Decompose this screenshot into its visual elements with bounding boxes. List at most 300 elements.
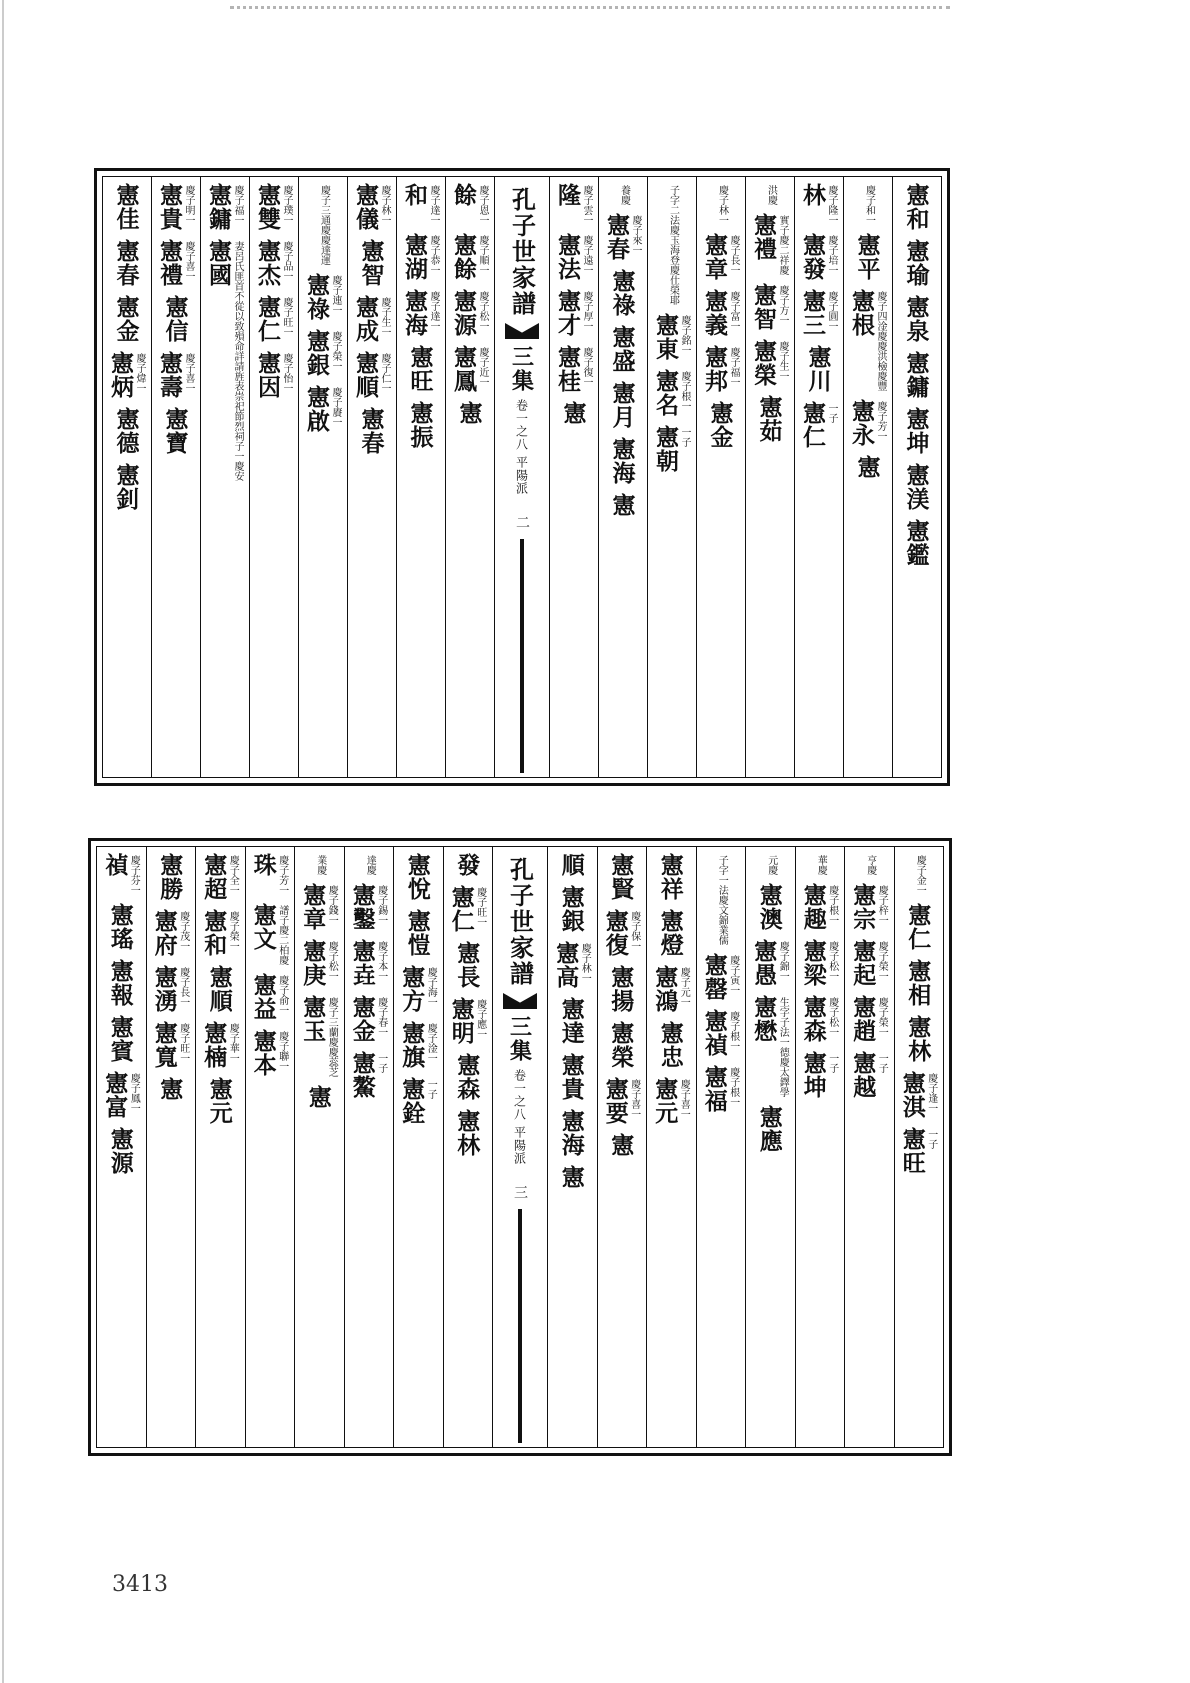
person-name: 憲林 xyxy=(904,1015,932,1063)
genealogy-entry xyxy=(447,997,486,1045)
person-name: 憲國 xyxy=(205,239,232,287)
person-name: 憲澳 xyxy=(755,883,783,931)
person-note: 慶子逢一 xyxy=(925,1073,937,1113)
person-name: 憲源 xyxy=(106,1127,134,1175)
person-name: 憲元 xyxy=(651,1077,679,1125)
genealogy-entry xyxy=(851,939,887,987)
genealogy-entry xyxy=(851,1051,887,1099)
person-note: 慶子福一 xyxy=(728,347,739,387)
person-name: 憲根 xyxy=(848,289,875,337)
person-note: 慶子寅一 xyxy=(727,955,739,995)
genealogy-entry xyxy=(608,325,636,373)
genealogy-entry xyxy=(556,183,592,225)
center-rule xyxy=(520,539,524,773)
genealogy-entry xyxy=(207,183,243,231)
person-note: 慶子來一 xyxy=(630,215,641,255)
person-name: 憲啟 xyxy=(303,385,330,433)
person-note: 慶子淦一 xyxy=(425,1023,437,1063)
genealogy-entry xyxy=(305,385,341,433)
genealogy-entry xyxy=(609,965,634,1013)
person-name: 憲禮 xyxy=(156,239,183,287)
person-note: 業慶 xyxy=(314,855,326,875)
genealogy-entry xyxy=(906,903,931,951)
genealogy-entry xyxy=(850,399,886,447)
person-note: 慶子煒一 xyxy=(134,353,145,393)
genealogy-entry xyxy=(609,1133,634,1157)
person-note: 一子 xyxy=(826,1053,838,1073)
person-name: 憲宗 xyxy=(849,883,877,931)
genealogy-entry xyxy=(755,883,783,931)
fishtail-mark-icon xyxy=(505,323,539,339)
person-name: 順 xyxy=(557,853,585,877)
genealogy-entry xyxy=(249,1029,288,1077)
genealogy-entry xyxy=(703,345,739,393)
person-note: 慶子富一 xyxy=(728,291,739,331)
person-name: 憲壽 xyxy=(156,351,183,399)
genealogy-column xyxy=(445,177,494,777)
person-name: 憲禮 xyxy=(750,213,777,261)
genealogy-entry xyxy=(850,289,886,391)
person-name: 憲愷 xyxy=(403,909,431,957)
genealogy-entry xyxy=(906,1015,931,1063)
genealogy-column xyxy=(97,847,146,1447)
person-name: 憲川 xyxy=(804,345,832,393)
person-note: 慶子俞一 xyxy=(276,975,288,1015)
genealogy-entry xyxy=(106,1127,134,1175)
person-name: 憲祿 xyxy=(303,273,330,321)
person-name: 憲海 xyxy=(401,289,428,337)
person-note: 慶子圓一 xyxy=(826,291,837,331)
person-note: 慶子三通慶慶達運 xyxy=(318,185,330,265)
person-name: 憲林 xyxy=(453,1109,481,1157)
genealogy-entry xyxy=(601,909,640,957)
genealogy-entry xyxy=(764,183,777,205)
person-name: 憲益 xyxy=(249,973,277,1021)
person-name: 憲成 xyxy=(352,295,379,343)
genealogy-entry xyxy=(357,407,385,455)
person-name: 憲要 xyxy=(601,1077,629,1125)
person-name: 憲海 xyxy=(557,1109,585,1157)
genealogy-column xyxy=(195,847,245,1447)
genealogy-column xyxy=(393,847,443,1447)
person-note: 慶子芳一 xyxy=(875,401,886,441)
genealogy-entry xyxy=(452,289,488,337)
person-name: 憲森 xyxy=(799,995,827,1043)
genealogy-entry xyxy=(853,455,881,479)
genealogy-entry xyxy=(601,1077,640,1125)
person-name: 憲超 xyxy=(200,853,228,901)
genealogy-column xyxy=(646,847,696,1447)
genealogy-entry xyxy=(700,953,739,1001)
person-note: 慶子怡一 xyxy=(281,353,292,393)
scan-left-edge xyxy=(2,0,4,1683)
genealogy-column xyxy=(151,177,200,777)
genealogy-column xyxy=(396,177,445,777)
genealogy-entry xyxy=(862,183,875,225)
person-name: 和 xyxy=(401,183,428,207)
genealogy-entry xyxy=(556,289,592,337)
person-name: 憲 xyxy=(304,1085,332,1109)
person-name: 憲月 xyxy=(608,381,636,429)
person-name: 憲瑜 xyxy=(902,239,930,287)
person-name: 憲坤 xyxy=(902,407,930,455)
person-name: 憲源 xyxy=(450,289,477,337)
genealogy-entry xyxy=(106,1015,134,1063)
genealogy-entry xyxy=(403,233,439,281)
genealogy-entry xyxy=(106,959,134,1007)
genealogy-entry xyxy=(703,233,739,281)
person-note: 慶子根一 xyxy=(727,1067,739,1107)
person-name: 憲春 xyxy=(603,213,630,261)
person-note: 洪慶 xyxy=(765,185,777,205)
genealogy-entry xyxy=(112,407,140,455)
genealogy-column xyxy=(745,177,794,777)
person-name: 憲智 xyxy=(357,239,385,287)
person-note: 慶子近一 xyxy=(477,347,488,387)
person-name: 憲順 xyxy=(205,965,233,1013)
person-name: 憲章 xyxy=(299,883,327,931)
person-name: 憲順 xyxy=(352,351,379,399)
genealogy-entry xyxy=(804,345,832,393)
person-name: 憲振 xyxy=(406,401,434,449)
person-name: 憲淇 xyxy=(898,1071,926,1119)
person-name: 憲東 xyxy=(652,313,679,361)
leaf-number: 三 xyxy=(512,1184,528,1199)
person-note: 慶子芳一 xyxy=(276,855,288,895)
person-name: 憲賢 xyxy=(607,853,635,901)
person-name: 憲朝 xyxy=(652,425,679,473)
genealogy-column xyxy=(598,177,647,777)
genealogy-entry xyxy=(609,1021,634,1069)
fishtail-mark-icon xyxy=(503,993,537,1009)
person-note: 慶子喜一 xyxy=(183,353,194,393)
genealogy-entry xyxy=(653,1077,689,1125)
person-note: 一子 xyxy=(425,1079,437,1099)
person-note: 慶子松一 xyxy=(477,291,488,331)
genealogy-entry xyxy=(158,351,194,399)
genealogy-column xyxy=(696,177,745,777)
person-name: 憲佳 xyxy=(112,183,140,231)
genealogy-column xyxy=(298,177,347,777)
book-title-column xyxy=(494,177,549,777)
genealogy-entry xyxy=(103,853,139,895)
person-note: 慶子復一 xyxy=(581,347,592,387)
person-name: 憲和 xyxy=(200,909,228,957)
person-name: 憲富 xyxy=(101,1071,129,1119)
genealogy-entry xyxy=(813,853,826,875)
person-note: 一子 xyxy=(925,1129,937,1149)
person-note: 達慶 xyxy=(364,855,376,875)
person-note: 慶子元一 xyxy=(678,967,690,1007)
genealogy-entry xyxy=(898,1127,937,1175)
person-name: 憲燈 xyxy=(656,909,684,957)
person-note: 生字子法一德慶太鐸學 xyxy=(777,997,789,1097)
person-name: 憲德 xyxy=(112,407,140,455)
person-name: 憲名 xyxy=(652,369,679,417)
genealogy-entry xyxy=(205,1077,233,1125)
person-note: 慶子榮一 xyxy=(330,331,341,371)
person-name: 憲發 xyxy=(799,233,826,281)
person-name: 憲寬 xyxy=(150,1021,178,1069)
genealogy-entry xyxy=(853,233,881,281)
person-note: 慶子松一 xyxy=(326,941,338,981)
genealogy-entry xyxy=(752,213,788,275)
person-name: 憲賓 xyxy=(106,1015,134,1063)
genealogy-entry xyxy=(557,885,585,933)
book-title: 孔子世家譜 xyxy=(505,857,535,987)
person-note: 慶子連一 xyxy=(330,275,341,315)
person-name: 憲金 xyxy=(112,295,140,343)
genealogy-entry xyxy=(608,381,636,429)
person-name: 憲應 xyxy=(755,1105,783,1153)
genealogy-entry xyxy=(362,853,375,875)
genealogy-entry xyxy=(851,995,887,1043)
person-note: 慶子根一 xyxy=(727,1011,739,1051)
genealogy-entry xyxy=(455,401,483,425)
genealogy-entry xyxy=(557,1109,585,1157)
person-note: 慶子榮一 xyxy=(876,997,888,1037)
genealogy-entry xyxy=(112,239,140,287)
person-name: 憲桂 xyxy=(554,345,581,393)
person-name: 憲勝 xyxy=(156,853,184,901)
genealogy-entry xyxy=(653,965,689,1013)
person-note: 慶子長一 xyxy=(728,235,739,275)
person-note: 慶子喜一 xyxy=(628,1079,640,1119)
person-name: 憲湖 xyxy=(401,233,428,281)
genealogy-entry xyxy=(801,233,837,281)
person-name: 憲釗 xyxy=(112,463,140,511)
person-note: 慶子錢一 xyxy=(326,885,338,925)
person-name: 憲杰 xyxy=(254,239,281,287)
genealogy-entry xyxy=(912,853,925,895)
person-name: 憲雙 xyxy=(254,183,281,231)
panel-columns xyxy=(102,176,942,778)
genealogy-entry xyxy=(656,853,684,901)
person-name: 憲楠 xyxy=(200,1021,228,1069)
person-name: 憲旺 xyxy=(406,345,434,393)
person-name: 憲祿 xyxy=(608,269,636,317)
genealogy-entry xyxy=(150,965,189,1013)
person-note: 慶子應一 xyxy=(474,999,486,1039)
genealogy-entry xyxy=(455,1053,480,1101)
genealogy-entry xyxy=(158,183,194,231)
genealogy-entry xyxy=(249,853,288,895)
person-name: 憲貴 xyxy=(557,1053,585,1101)
genealogy-entry xyxy=(305,273,341,321)
person-name: 憲鳳 xyxy=(450,345,477,393)
genealogy-entry xyxy=(902,351,930,399)
person-note: 慶子達一 xyxy=(428,185,439,225)
genealogy-column xyxy=(597,847,647,1447)
person-name: 憲餘 xyxy=(450,233,477,281)
genealogy-entry xyxy=(902,463,930,511)
person-name: 憲 xyxy=(608,493,636,517)
genealogy-entry xyxy=(656,909,684,957)
genealogy-entry xyxy=(559,401,587,425)
genealogy-entry xyxy=(700,1065,739,1113)
person-name: 憲越 xyxy=(849,1051,877,1099)
person-name: 憲 xyxy=(455,401,483,425)
genealogy-entry xyxy=(752,939,788,987)
person-name: 憲銀 xyxy=(303,329,330,377)
genealogy-entry xyxy=(313,853,326,875)
genealogy-column xyxy=(146,847,196,1447)
person-name: 憲高 xyxy=(552,941,580,989)
volume-branch-label: 卷一之八 平陽派 xyxy=(514,399,529,495)
genealogy-entry xyxy=(902,295,930,343)
genealogy-entry xyxy=(455,1109,480,1157)
person-name: 憲鏞 xyxy=(205,183,232,231)
person-note: 慶子松一 xyxy=(826,997,838,1037)
person-name: 憲永 xyxy=(848,399,875,447)
genealogy-entry xyxy=(256,239,292,287)
genealogy-entry xyxy=(801,183,837,225)
person-note: 慶子生一 xyxy=(379,297,390,337)
genealogy-column xyxy=(549,177,598,777)
genealogy-entry xyxy=(202,1021,238,1069)
genealogy-entry xyxy=(654,313,690,361)
genealogy-entry xyxy=(666,183,679,305)
genealogy-column xyxy=(249,177,298,777)
genealogy-entry xyxy=(400,965,436,1013)
genealogy-column xyxy=(103,177,151,777)
person-name: 憲趙 xyxy=(849,995,877,1043)
person-name: 憲森 xyxy=(453,1053,481,1101)
genealogy-entry xyxy=(902,407,930,455)
person-name: 憲茹 xyxy=(755,395,783,443)
genealogy-entry xyxy=(898,1071,937,1119)
person-name: 憲因 xyxy=(254,351,281,399)
genealogy-entry xyxy=(654,425,690,473)
person-note: 慶子梓一 xyxy=(876,885,888,925)
genealogy-entry xyxy=(103,1071,139,1119)
person-note: 一子 xyxy=(679,427,690,447)
person-name: 發 xyxy=(453,853,481,877)
person-name: 憲泉 xyxy=(902,295,930,343)
person-note: 慶子茂一 xyxy=(177,911,189,951)
genealogy-entry xyxy=(357,239,385,287)
genealogy-entry xyxy=(556,233,592,281)
person-note: 譜子慶二柏慶 xyxy=(276,905,288,965)
person-note: 慶子達一 xyxy=(428,291,439,331)
person-note: 慶子恩一 xyxy=(477,185,488,225)
genealogy-entry xyxy=(304,1085,332,1109)
person-note: 慶子三蘭慶慶蕊芝 xyxy=(326,997,338,1077)
genealogy-entry xyxy=(455,853,480,877)
person-name: 憲貴 xyxy=(156,183,183,231)
genealogy-entry xyxy=(150,909,189,957)
genealogy-entry xyxy=(354,295,390,343)
genealogy-entry xyxy=(608,437,636,485)
person-note: 慶子旺一 xyxy=(281,297,292,337)
person-note: 慶子本一 xyxy=(375,941,387,981)
genealogy-column xyxy=(200,177,249,777)
genealogy-entry xyxy=(106,903,134,951)
person-name: 憲信 xyxy=(161,295,189,343)
person-note: 子字二法慶玉海登慶仕榮耶 xyxy=(667,185,679,305)
person-note: 慶子順一 xyxy=(477,235,488,275)
person-note: 慶子四淦慶慶洪檢慶豐 xyxy=(875,291,886,391)
person-name: 憲鑑 xyxy=(902,519,930,567)
genealogy-entry xyxy=(112,295,140,343)
genealogy-entry xyxy=(403,909,431,957)
person-note: 慶子喜一 xyxy=(678,1079,690,1119)
person-name: 憲仁 xyxy=(904,903,932,951)
genealogy-entry xyxy=(406,401,434,449)
panel-columns xyxy=(96,846,944,1448)
person-name: 憲邦 xyxy=(701,345,728,393)
genealogy-entry xyxy=(305,329,341,377)
person-name: 憲達 xyxy=(557,997,585,1045)
genealogy-entry xyxy=(801,289,837,337)
person-note: 慶子林一 xyxy=(716,185,728,225)
genealogy-entry xyxy=(202,909,238,957)
person-name: 珠 xyxy=(249,853,277,877)
person-note: 慶子保一 xyxy=(628,911,640,951)
person-note: 慶子松一 xyxy=(826,941,838,981)
person-name: 憲鑿 xyxy=(348,883,376,931)
genealogy-entry xyxy=(400,1021,436,1069)
person-note: 慶子根一 xyxy=(826,885,838,925)
genealogy-entry xyxy=(301,939,337,987)
genealogy-entry xyxy=(906,959,931,1007)
person-name: 憲仁 xyxy=(799,401,826,449)
genealogy-entry xyxy=(902,183,930,231)
person-note: 慶子全一 xyxy=(227,855,239,895)
genealogy-entry xyxy=(799,939,838,987)
person-note: 養慶 xyxy=(618,185,630,205)
genealogy-entry xyxy=(654,369,690,417)
person-note: 一子 xyxy=(826,403,837,423)
book-title: 孔子世家譜 xyxy=(507,187,537,317)
genealogy-entry xyxy=(301,995,337,1077)
person-note: 慶子根一 xyxy=(679,371,690,411)
genealogy-entry xyxy=(703,289,739,337)
genealogy-entry xyxy=(799,883,838,931)
genealogy-column xyxy=(347,177,396,777)
person-name: 憲盛 xyxy=(608,325,636,373)
person-name: 憲榮 xyxy=(607,1021,635,1069)
person-name: 憲福 xyxy=(700,1065,728,1113)
person-name: 憲法 xyxy=(554,233,581,281)
genealogy-entry xyxy=(158,853,183,901)
person-note: 子字一法慶文錦業儒 xyxy=(716,855,728,945)
center-rule xyxy=(518,1209,522,1443)
person-name: 憲坤 xyxy=(799,1051,827,1099)
genealogy-entry xyxy=(452,345,488,393)
person-name: 憲鴻 xyxy=(651,965,679,1013)
genealogy-entry xyxy=(656,1021,684,1069)
person-name: 憲長 xyxy=(453,941,481,989)
person-note: 慶子海一 xyxy=(425,967,437,1007)
genealogy-panel-upper xyxy=(94,168,950,786)
genealogy-entry xyxy=(403,183,439,225)
person-name: 禎 xyxy=(101,853,129,877)
person-note: 慶子榮一 xyxy=(227,911,239,951)
person-name: 憲春 xyxy=(112,239,140,287)
genealogy-entry xyxy=(161,407,189,455)
person-name: 憲懋 xyxy=(750,995,778,1043)
genealogy-entry xyxy=(249,903,288,965)
genealogy-entry xyxy=(764,853,777,875)
person-note: 慶子旺一 xyxy=(474,887,486,927)
person-name: 憲愚 xyxy=(750,939,778,987)
genealogy-entry xyxy=(752,995,788,1097)
genealogy-entry xyxy=(755,395,783,443)
genealogy-entry xyxy=(317,183,330,265)
genealogy-entry xyxy=(608,269,636,317)
person-note: 慶子錦一 xyxy=(777,941,789,981)
